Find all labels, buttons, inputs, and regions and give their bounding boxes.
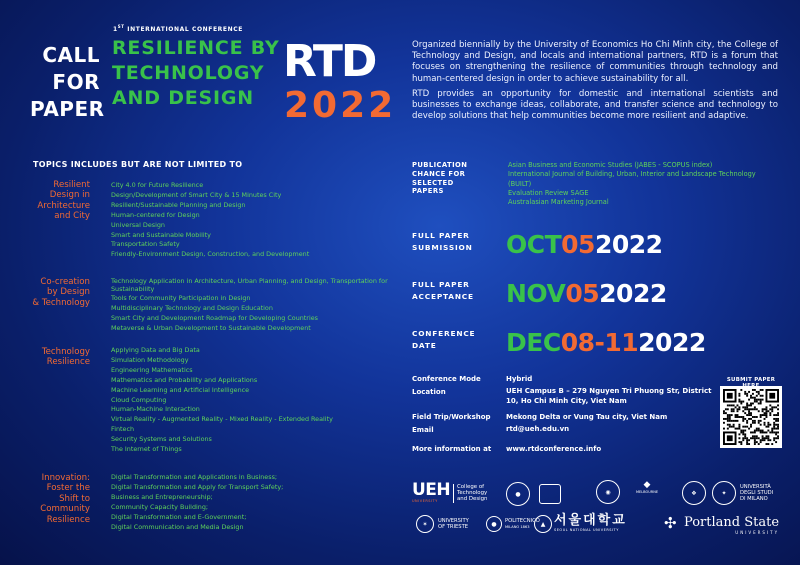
ueh-mark: UEH: [412, 480, 451, 500]
location-label: Location: [412, 388, 446, 396]
topic-item: Human-Machine Interaction: [111, 405, 200, 414]
topic-list: [111, 277, 401, 334]
conference-label: [113, 24, 243, 33]
milano-line: UNIVERSITÀ: [740, 484, 771, 490]
publication-label-line: SELECTED: [412, 178, 454, 187]
qr-caption: SUBMIT PAPER: [726, 377, 776, 383]
location-value: UEH Campus B – 279 Nguyen Tri Phuong Str, District 10, Ho Chi Minh City, Viet Nam: [506, 387, 712, 405]
topic-item: Digital Transformation and Apply for Transport Safety;: [111, 482, 284, 491]
ueh-college-line: College of: [457, 484, 485, 490]
conference-ordinal-suffix: ST: [117, 24, 125, 29]
trieste-seal-icon: ✶: [416, 515, 434, 533]
topic-title-line: Design in: [49, 190, 90, 201]
date-label-line: FULL PAPER: [412, 231, 470, 240]
ueh-logo: [412, 482, 450, 505]
title-line: RESILIENCE BY: [112, 37, 280, 59]
publication-item: Asian Business and Economic Studies (JABES - SCOPUS index): [508, 161, 713, 169]
topic-item: Metaverse & Urban Development to Sustainable Development: [111, 324, 311, 333]
website-link[interactable]: www.rtdconference.info: [506, 445, 602, 453]
topic-item: Multidisciplinary Technology and Design Education: [111, 304, 273, 313]
title-line: AND DESIGN: [112, 87, 254, 109]
topic-group-title: [20, 473, 90, 525]
trieste-logo: [438, 518, 469, 530]
date-label-line: DATE: [412, 341, 437, 350]
topic-title-line: Foster the: [46, 483, 90, 494]
date-month: OCT: [506, 230, 562, 259]
submit-qr-code[interactable]: [720, 386, 782, 448]
mode-value: Hybrid: [506, 375, 533, 383]
email-link[interactable]: rtd@ueh.edu.vn: [506, 425, 570, 433]
topic-item: Simulation Methodology: [111, 355, 189, 364]
melbourne-label: MELBOURNE: [635, 490, 659, 494]
publication-label-line: PAPERS: [412, 187, 444, 196]
email-label: Email: [412, 426, 434, 434]
conference-label-text: INTERNATIONAL CONFERENCE: [127, 26, 243, 33]
topic-item: Cloud Computing: [111, 395, 167, 404]
mode-label: Conference Mode: [412, 375, 481, 383]
topic-list: [111, 181, 401, 260]
portland-logo: [684, 516, 779, 535]
conference-title: [112, 36, 280, 111]
crest-icon: [539, 484, 561, 504]
date-day: 08-11: [560, 328, 639, 357]
topic-item: Design/Development of Smart City & 15 Minutes City: [111, 190, 282, 199]
seoul-sub: SEOUL NATIONAL UNIVERSITY: [554, 528, 619, 532]
date-label: [412, 279, 474, 303]
date-label: [412, 230, 473, 254]
date-label-line: SUBMISSION: [412, 243, 473, 252]
call-line: FOR: [52, 70, 100, 94]
topic-item: Transportation Safety: [111, 240, 180, 249]
topic-title-line: by Design: [47, 287, 90, 298]
topic-title-line: Resilience: [46, 514, 90, 525]
date-day: 05: [561, 230, 595, 259]
trip-label: Field Trip/Workshop: [412, 413, 491, 421]
topic-item: Digital Transformation and E-Government;: [111, 512, 247, 521]
seoul-seal-icon: ▲: [534, 515, 552, 533]
portland-name: Portland State: [684, 515, 780, 530]
topic-item: Smart City and Development Roadmap for Developing Countries: [111, 314, 318, 323]
polimi-seal-icon: ●: [486, 516, 502, 532]
topic-title-line: Architecture: [37, 200, 90, 211]
ueh-college-line: and Design: [457, 496, 488, 503]
ueh-college-line: Technology: [457, 490, 488, 497]
qr-code-icon: [723, 389, 779, 445]
topic-title-line: & Technology: [32, 297, 90, 308]
date-year: 2022: [599, 279, 667, 308]
topic-title-line: Resilience: [46, 357, 90, 368]
topic-title-line: Co-creation: [40, 277, 90, 287]
publication-item: Evaluation Review SAGE: [508, 188, 589, 197]
topic-list: [111, 346, 401, 455]
title-line: TECHNOLOGY: [112, 62, 265, 84]
publication-item: Australasian Marketing Journal: [508, 198, 609, 207]
date-month: DEC: [506, 328, 561, 357]
conference-ordinal: 1: [113, 26, 118, 33]
topic-item: Universal Design: [111, 220, 165, 229]
topic-item: City 4.0 for Future Resilience: [111, 181, 204, 189]
call-line: CALL: [42, 43, 100, 67]
portland-mark-icon: ✣: [664, 514, 677, 532]
ueh-sub: UNIVERSITY: [412, 499, 438, 503]
topic-item: Human-centered for Design: [111, 210, 200, 219]
trieste-line: UNIVERSITY: [438, 518, 469, 524]
topic-item: Community Capacity Building;: [111, 502, 209, 511]
topic-item: Fintech: [111, 425, 135, 434]
date-label: [412, 328, 475, 352]
polimi-line: MILANO 1863: [505, 525, 530, 529]
topic-group-title: [20, 180, 90, 222]
topic-item: Virtual Reality - Augmented Reality - Mixed Reality - Extended Reality: [111, 415, 333, 424]
topic-item: Applying Data and Big Data: [111, 346, 200, 354]
topic-item: The Internet of Things: [111, 445, 182, 454]
topic-title-line: Technology: [41, 347, 90, 357]
intro-text: [412, 40, 778, 122]
topic-item: Friendly-Environment Design, Construction, and Development: [111, 250, 310, 259]
topic-item: Machine Learning and Artificial Intelligence: [111, 385, 250, 394]
date-year: 2022: [594, 230, 663, 259]
topic-title-line: Shift to: [59, 493, 90, 504]
topic-item: Engineering Mathematics: [111, 365, 193, 374]
date-label-line: ACCEPTANCE: [412, 292, 474, 301]
topic-item: Security Systems and Solutions: [111, 435, 212, 444]
milano-line: DI MILANO: [740, 496, 768, 502]
topic-item: Business and Entrepreneurship;: [111, 492, 213, 501]
date-day: 05: [565, 279, 600, 308]
portland-sub: UNIVERSITY: [735, 530, 780, 535]
publication-label: [412, 161, 467, 196]
topic-title-line: Resilient: [53, 180, 90, 190]
rtd-year: 2022: [284, 85, 397, 126]
submission-date: [506, 230, 663, 260]
trip-value: Mekong Delta or Vung Tau city, Viet Nam: [506, 413, 668, 421]
milano-line: DEGLI STUDI: [740, 490, 774, 496]
intro-paragraph: RTD provides an opportunity for domestic and international scientists and businesses to exchange ideas, collaborate, and transfer science and technology to develop solutions that help communities become more resilient and adaptive.: [412, 88, 778, 122]
topic-title-line: Innovation:: [41, 473, 90, 483]
university-seal-icon: ❖: [682, 481, 706, 505]
topic-title-line: and City: [54, 211, 90, 222]
conference-date: [506, 328, 706, 358]
call-line: PAPER: [30, 97, 105, 121]
car-emblem-icon: ◉: [596, 480, 620, 504]
publication-label-line: CHANCE FOR: [412, 169, 466, 178]
topic-title-line: Community: [40, 504, 90, 515]
seoul-logo: [554, 513, 627, 533]
intro-paragraph: Organized biennially by the University of Economics Ho Chi Minh city, the College of Technology and Design, and locals and international partners, RTD is a forum that focuses on strengthening the resilience of communities through technology and human-centered design in order to achieve sustainability for all.: [412, 40, 778, 84]
ueh-college-logo: [453, 484, 487, 503]
seoul-name: 서울대학교: [554, 513, 627, 528]
call-for-paper: [30, 42, 105, 123]
melbourne-logo: [633, 482, 661, 496]
topic-item: Smart and Sustainable Mobility: [111, 230, 211, 239]
rtd-logo: RTD: [283, 36, 376, 87]
melbourne-crest-icon: ◆: [643, 480, 651, 490]
topic-group-title: [20, 347, 90, 368]
topic-group-title: [20, 277, 90, 308]
more-info-label: More information at: [412, 445, 492, 453]
topics-heading: TOPICS INCLUDES BUT ARE NOT LIMITED TO: [33, 160, 243, 169]
milano-seal-icon: ✦: [712, 481, 736, 505]
trieste-line: OF TRIESTE: [438, 524, 469, 530]
topic-item: Tools for Community Participation in Design: [111, 294, 251, 303]
date-year: 2022: [638, 328, 706, 357]
polimi-line: POLITECNICO: [505, 518, 540, 524]
publication-label-line: PUBLICATION: [412, 161, 468, 169]
topic-item: Digital Transformation and Applications in Business;: [111, 473, 278, 481]
topic-item: Digital Communication and Media Design: [111, 522, 244, 531]
date-month: NOV: [506, 279, 566, 308]
topic-list: [111, 473, 401, 532]
university-seal-icon: ●: [506, 482, 530, 506]
topic-item: Technology Application in Architecture, Urban Planning, and Design, Transportation for Sustainability: [111, 277, 388, 294]
topic-item: Mathematics and Probability and Applications: [111, 375, 258, 384]
publication-list: [508, 161, 778, 207]
acceptance-date: [506, 279, 667, 309]
date-label-line: FULL PAPER: [412, 280, 470, 289]
milano-logo: [740, 484, 773, 502]
date-label-line: CONFERENCE: [412, 329, 476, 338]
topic-item: Resilient/Sustainable Planning and Design: [111, 200, 246, 209]
publication-item: International Journal of Building, Urban, Interior and Landscape Technology (BUILT): [508, 170, 756, 188]
